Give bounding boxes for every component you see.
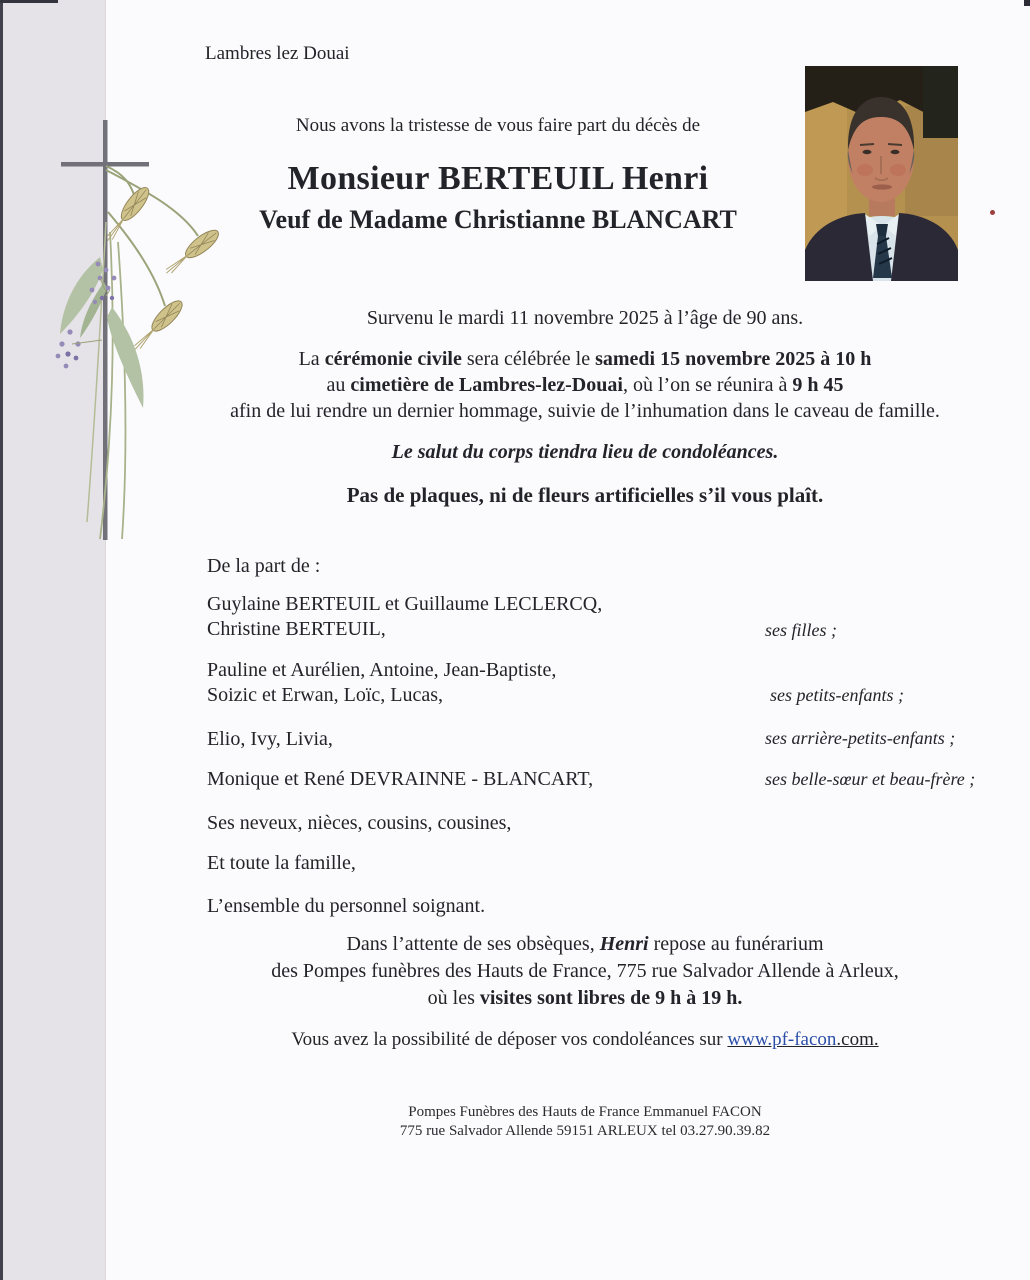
repose-line-3 [140,986,1030,1011]
repose-seg: Dans l’attente de ses obsèques, [346,933,600,955]
family-line: Elio, Ivy, Livia, [207,728,333,750]
deceased-subtitle: Veuf de Madame Christianne BLANCART [259,205,737,234]
relation-label: ses belle-sœur et beau-frère ; [765,769,976,789]
ceremony-seg: au [326,374,351,396]
family-line: Pauline et Aurélien, Antoine, Jean-Baptiste, [207,659,557,681]
ceremony-seg: La [298,348,325,370]
family-line: Ses neveux, nièces, cousins, cousines, [207,812,512,834]
relation-label: ses petits-enfants ; [770,685,904,705]
repose-name: Henri [599,933,649,955]
condolences-line [140,1028,1030,1052]
condolences-text: Vous avez la possibilité de déposer vos condoléances sur [291,1029,728,1050]
intro-line: Nous avons la tristesse de vous faire part du décès de [295,115,701,136]
family-line: L’ensemble du personnel soignant. [207,895,486,917]
funeral-home-address: 775 rue Salvador Allende 59151 ARLEUX tel 03.27.90.39.82 [399,1123,771,1139]
family-line: Et toute la famille, [207,852,356,874]
plaques-notice: Pas de plaques, ni de fleurs artificielles s’il vous plaît. [346,483,824,507]
ceremony-seg-bold: cérémonie civile [324,348,462,370]
funeral-home-name: Pompes Funèbres des Hauts de France Emmanuel FACON [408,1104,762,1120]
condolences-link-main[interactable]: www.pf-facon [727,1029,837,1050]
ceremony-seg: sera célébrée le [461,348,596,370]
scan-top-edge [0,0,58,3]
repose-line-2: des Pompes funèbres des Hauts de France, 775 rue Salvador Allende à Arleux, [271,960,899,982]
relation-label: ses arrière-petits-enfants ; [765,728,956,748]
repose-seg: repose au funérarium [648,933,824,955]
ceremony-seg-bold: 9 h 45 [792,374,844,396]
repose-seg-bold: visites sont libres de 9 h à 19 h. [479,987,743,1009]
family-line: Guylaine BERTEUIL et Guillaume LECLERCQ, [207,593,603,615]
deceased-name: Monsieur BERTEUIL Henri [287,160,709,197]
death-notice: Survenu le mardi 11 novembre 2025 à l’âge de 90 ans. [366,307,804,329]
condolences-link[interactable] [727,1029,878,1050]
family-line: Soizic et Erwan, Loïc, Lucas, [207,684,444,706]
family-heading: De la part de : [207,555,321,577]
ceremony-line-3: afin de lui rendre un dernier hommage, suivie de l’inhumation dans le caveau de famille. [230,400,940,422]
condolences-link-suffix[interactable]: .com. [836,1029,879,1050]
salut-notice: Le salut du corps tiendra lieu de condoléances. [391,441,779,463]
scan-left-edge [0,0,3,1280]
ceremony-line-2 [140,373,1030,398]
family-line: Christine BERTEUIL, [207,618,386,640]
scan-artifact-dot [990,210,995,215]
ceremony-seg-bold: cimetière de Lambres-lez-Douai [350,374,623,396]
ceremony-line-1 [140,347,1030,372]
repose-line-1 [140,932,1030,957]
scan-corner-mark [1024,0,1030,6]
relation-label: ses filles ; [765,620,837,640]
ceremony-seg-bold: samedi 15 novembre 2025 à 10 h [595,348,872,370]
repose-seg: où les [427,987,480,1009]
ceremony-seg: , où l’on se réunira à [622,374,793,396]
city-line: Lambres lez Douai [205,43,350,64]
family-line: Monique et René DEVRAINNE - BLANCART, [207,768,594,790]
